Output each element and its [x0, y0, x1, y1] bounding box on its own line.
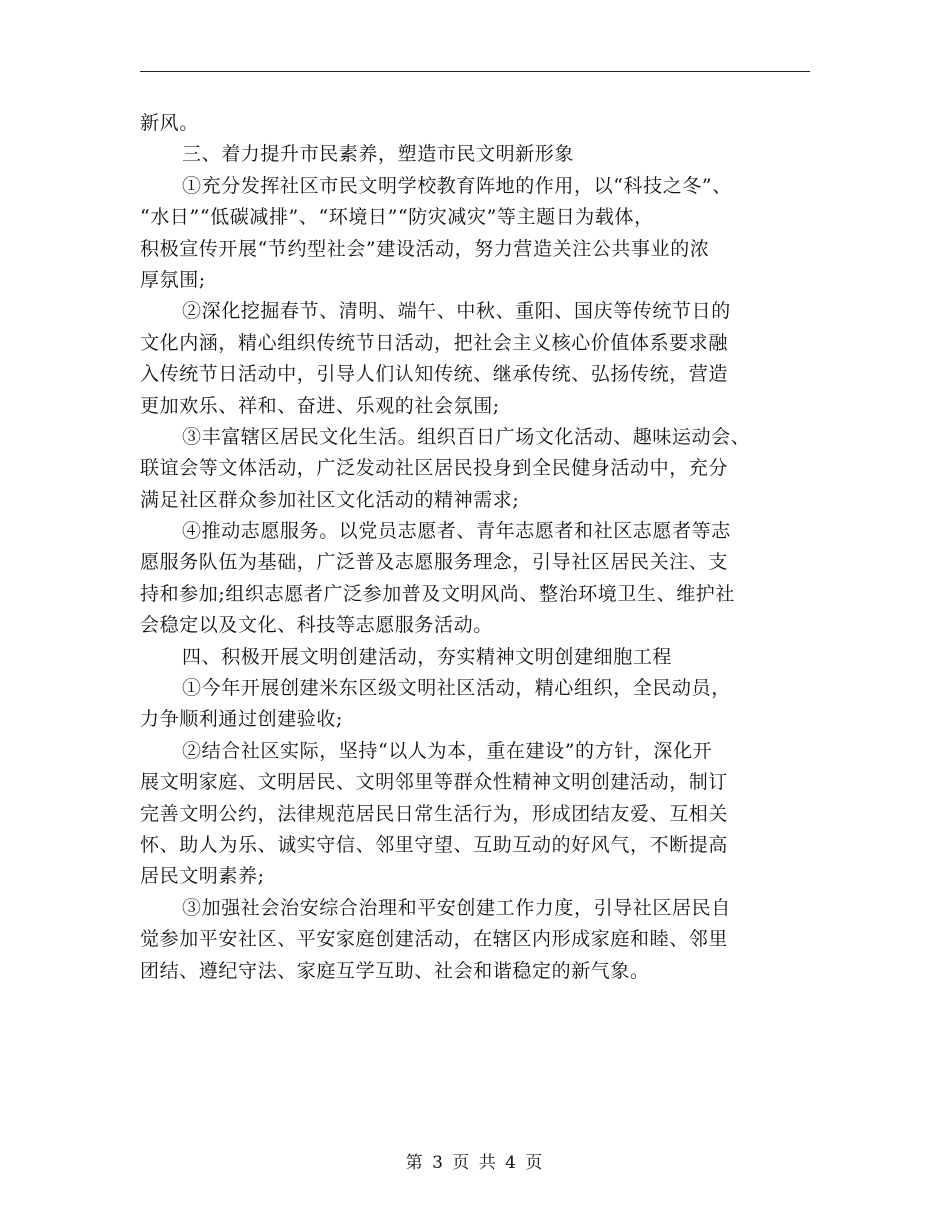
text-line: 三、着力提升市民素养，塑造市民文明新形象 — [182, 143, 575, 166]
text-line: ①今年开展创建米东区级文明社区活动，精心组织，全民动员， — [182, 677, 731, 700]
text-line: 团结、遵纪守法、家庭互学互助、社会和谐稳定的新气象。 — [140, 959, 650, 982]
text-line: ①充分发挥社区市民文明学校教育阵地的作用，以“科技之冬”、 — [182, 174, 732, 197]
text-line: 新风。 — [140, 112, 199, 134]
text-line: 展文明家庭、文明居民、文明邻里等群众性精神文明创建活动，制订 — [140, 771, 729, 794]
text-line: ②深化挖掘春节、清明、端午、中秋、重阳、国庆等传统节日的 — [182, 300, 731, 323]
text-line: 联谊会等文体活动，广泛发动社区居民投身到全民健身活动中，充分 — [140, 457, 729, 480]
document-body — [140, 108, 815, 987]
header-rule — [140, 71, 810, 72]
text-line: 文化内涵，精心组织传统节日活动，把社会主义核心价值体系要求融 — [140, 331, 729, 354]
text-line: 持和参加;组织志愿者广泛参加普及文明风尚、整治环境卫生、维护社 — [140, 582, 736, 605]
text-line: 完善文明公约，法律规范居民日常生活行为，形成团结友爱、互相关 — [140, 802, 729, 825]
text-line: ②结合社区实际，坚持“以人为本，重在建设”的方针，深化开 — [182, 739, 713, 762]
text-line: 会稳定以及文化、科技等志愿服务活动。 — [140, 614, 493, 637]
text-line: 厚氛围; — [140, 268, 206, 291]
text-line: 居民文明素养; — [140, 865, 265, 888]
text-line: 积极宣传开展“节约型社会”建设活动，努力营造关注公共事业的浓 — [140, 237, 710, 260]
text-line: 更加欢乐、祥和、奋进、乐观的社会氛围; — [140, 394, 500, 417]
text-line: 四、积极开展文明创建活动，夯实精神文明创建细胞工程 — [182, 645, 673, 668]
text-line: ③丰富辖区居民文化生活。组织百日广场文化活动、趣味运动会、 — [182, 425, 751, 448]
text-line: 怀、助人为乐、诚实守信、邻里守望、互助互动的好风气，不断提高 — [140, 833, 729, 856]
page-footer: 第 3 页 共 4 页 — [405, 1153, 545, 1173]
text-line: ③加强社会治安综合治理和平安创建工作力度，引导社区居民自 — [182, 896, 731, 919]
text-line: “水日”“低碳减排”、“环境日”“防灾减灾”等主题日为载体， — [140, 206, 654, 229]
text-line: 力争顺利通过创建验收; — [140, 708, 344, 731]
text-line: 觉参加平安社区、平安家庭创建活动，在辖区内形成家庭和睦、邻里 — [140, 928, 729, 951]
text-line: 入传统节日活动中，引导人们认知传统、继承传统、弘扬传统，营造 — [140, 363, 729, 386]
text-line: 满足社区群众参加社区文化活动的精神需求; — [140, 488, 520, 511]
text-line: 愿服务队伍为基础，广泛普及志愿服务理念，引导社区居民关注、支 — [140, 551, 729, 574]
text-line: ④推动志愿服务。以党员志愿者、青年志愿者和社区志愿者等志 — [182, 520, 731, 543]
